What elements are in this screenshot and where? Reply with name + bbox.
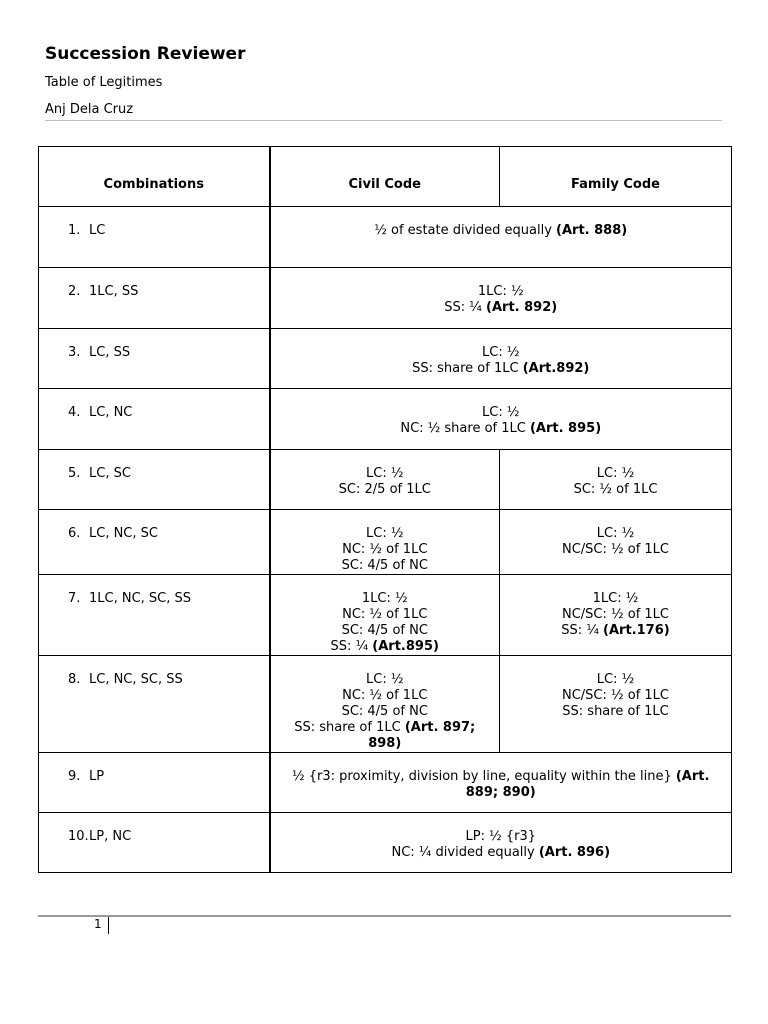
rule-text: ½ {r3: proximity, division by line, equality within the line} xyxy=(292,769,676,784)
rule-line xyxy=(277,526,494,542)
combination-cell xyxy=(39,753,270,813)
rule-text: LC: ½ xyxy=(482,405,520,420)
combination-cell xyxy=(39,575,270,656)
shared-code-cell xyxy=(270,753,732,813)
row-number: 1. xyxy=(68,223,81,238)
civil-code-cell xyxy=(270,575,500,656)
header-combinations: Combinations xyxy=(39,147,270,207)
document-author: Anj Dela Cruz xyxy=(45,102,134,117)
rule-line xyxy=(277,736,494,752)
shared-code-cell xyxy=(270,389,732,450)
rule-line xyxy=(277,591,494,607)
rule-line xyxy=(506,526,725,542)
page-number: 1 xyxy=(94,917,102,931)
table-row xyxy=(39,268,732,329)
row-number: 7. xyxy=(68,591,81,606)
table-row xyxy=(39,575,732,656)
table-body xyxy=(39,207,732,873)
rule-text: NC: ¼ divided equally xyxy=(391,845,539,860)
combination-text: 1LC, SS xyxy=(89,284,139,299)
combination-cell xyxy=(39,207,270,268)
article-reference: (Art.895) xyxy=(372,639,439,654)
page-number-bar xyxy=(108,917,109,934)
row-number: 8. xyxy=(68,672,81,687)
combination-text: LP, NC xyxy=(89,829,132,844)
rule-text: ½ of estate divided equally xyxy=(374,223,557,238)
rule-text: SC: 2/5 of 1LC xyxy=(338,482,431,497)
rule-text: LC: ½ xyxy=(482,345,520,360)
rule-line xyxy=(506,623,725,639)
rule-line xyxy=(277,405,726,421)
rule-text: LC: ½ xyxy=(366,466,404,481)
article-reference: (Art.892) xyxy=(522,361,590,376)
rule-text: NC: ½ share of 1LC xyxy=(400,421,530,436)
header-family-code: Family Code xyxy=(500,147,732,207)
rule-text: SC: 4/5 of NC xyxy=(341,623,428,638)
rule-line xyxy=(277,345,726,361)
article-reference: (Art. 888) xyxy=(556,223,628,238)
rule-line xyxy=(277,284,726,300)
rule-line xyxy=(277,720,494,736)
combination-cell xyxy=(39,656,270,753)
rule-line xyxy=(506,672,725,688)
row-number: 2. xyxy=(68,284,81,299)
rule-line xyxy=(277,845,726,861)
rule-line xyxy=(277,785,726,801)
article-reference: 898) xyxy=(368,736,402,751)
rule-line xyxy=(277,672,494,688)
table-row xyxy=(39,813,732,873)
row-number: 4. xyxy=(68,405,81,420)
rule-line xyxy=(277,542,494,558)
table-row xyxy=(39,510,732,575)
table-row xyxy=(39,656,732,753)
rule-text: SC: ½ of 1LC xyxy=(573,482,658,497)
combination-text: LC, NC xyxy=(89,405,133,420)
article-reference: 889; 890) xyxy=(465,785,536,800)
rule-text: NC/SC: ½ of 1LC xyxy=(561,542,669,557)
footer-divider xyxy=(38,915,731,917)
document-subtitle: Table of Legitimes xyxy=(45,75,163,90)
rule-text: NC: ½ of 1LC xyxy=(342,688,428,703)
article-reference: (Art. 897; xyxy=(404,720,476,735)
article-reference: (Art. 892) xyxy=(486,300,558,315)
family-code-cell xyxy=(500,510,732,575)
rule-line xyxy=(506,591,725,607)
rule-line xyxy=(277,482,494,498)
row-number: 3. xyxy=(68,345,81,360)
rule-line xyxy=(277,300,726,316)
rule-text: 1LC: ½ xyxy=(592,591,639,606)
rule-line xyxy=(506,542,725,558)
rule-text: 1LC: ½ xyxy=(477,284,524,299)
combination-cell xyxy=(39,510,270,575)
rule-text: SS: share of 1LC xyxy=(294,720,405,735)
rule-line xyxy=(277,558,494,574)
rule-line xyxy=(277,223,726,239)
table-row xyxy=(39,450,732,510)
combination-cell xyxy=(39,450,270,510)
family-code-cell xyxy=(500,450,732,510)
combination-text: 1LC, NC, SC, SS xyxy=(89,591,192,606)
row-number: 6. xyxy=(68,526,81,541)
rule-text: NC: ½ of 1LC xyxy=(342,607,428,622)
rule-text: SC: 4/5 of NC xyxy=(341,558,428,573)
rule-line xyxy=(277,769,726,785)
family-code-cell xyxy=(500,656,732,753)
combination-text: LC xyxy=(89,223,106,238)
rule-line xyxy=(506,466,725,482)
rule-text: 1LC: ½ xyxy=(361,591,408,606)
combination-text: LC, SS xyxy=(89,345,131,360)
rule-text: LC: ½ xyxy=(596,466,635,481)
rule-line xyxy=(506,704,725,720)
rule-text: NC: ½ of 1LC xyxy=(342,542,428,557)
shared-code-cell xyxy=(270,207,732,268)
table-row xyxy=(39,753,732,813)
rule-text: SS: share of 1LC xyxy=(562,704,669,719)
rule-text: SS: ¼ xyxy=(330,639,373,654)
rule-text: LC: ½ xyxy=(366,672,404,687)
rule-text: SC: 4/5 of NC xyxy=(341,704,428,719)
shared-code-cell xyxy=(270,813,732,873)
combination-cell xyxy=(39,329,270,389)
header-divider xyxy=(45,120,722,121)
article-reference: (Art. xyxy=(675,769,710,784)
rule-line xyxy=(277,421,726,437)
rule-line xyxy=(277,829,726,845)
combination-cell xyxy=(39,389,270,450)
family-code-cell xyxy=(500,575,732,656)
article-reference: (Art. 896) xyxy=(538,845,611,860)
shared-code-cell xyxy=(270,329,732,389)
rule-text: LC: ½ xyxy=(596,672,635,687)
civil-code-cell xyxy=(270,656,500,753)
rule-text: SS: ¼ xyxy=(561,623,604,638)
rule-line xyxy=(277,704,494,720)
combination-text: LP xyxy=(89,769,105,784)
combination-text: LC, NC, SC, SS xyxy=(89,672,183,687)
row-number: 5. xyxy=(68,466,81,481)
row-number: 9. xyxy=(68,769,81,784)
article-reference: (Art.176) xyxy=(603,623,670,638)
rule-line xyxy=(277,639,494,655)
rule-text: NC/SC: ½ of 1LC xyxy=(561,607,669,622)
rule-line xyxy=(277,466,494,482)
header-civil-code: Civil Code xyxy=(270,147,500,207)
rule-line xyxy=(277,688,494,704)
shared-code-cell xyxy=(270,268,732,329)
table-header-row xyxy=(39,147,732,207)
article-reference: (Art. 895) xyxy=(529,421,602,436)
civil-code-cell xyxy=(270,510,500,575)
table-row xyxy=(39,389,732,450)
rule-text: SS: share of 1LC xyxy=(412,361,523,376)
table-row xyxy=(39,329,732,389)
legitimes-table xyxy=(38,146,732,873)
rule-line xyxy=(506,688,725,704)
rule-line xyxy=(506,607,725,623)
rule-line xyxy=(277,361,726,377)
document-title: Succession Reviewer xyxy=(45,44,246,64)
table-row xyxy=(39,207,732,268)
rule-line xyxy=(506,482,725,498)
rule-text: LC: ½ xyxy=(596,526,635,541)
combination-cell xyxy=(39,813,270,873)
combination-text: LC, NC, SC xyxy=(89,526,158,541)
rule-line xyxy=(277,607,494,623)
rule-text: NC/SC: ½ of 1LC xyxy=(561,688,669,703)
civil-code-cell xyxy=(270,450,500,510)
combination-text: LC, SC xyxy=(89,466,131,481)
rule-text: LC: ½ xyxy=(366,526,404,541)
combination-cell xyxy=(39,268,270,329)
rule-text: SS: ¼ xyxy=(444,300,487,315)
rule-line xyxy=(277,623,494,639)
rule-text: LP: ½ {r3} xyxy=(465,829,536,844)
row-number: 10. xyxy=(68,829,89,844)
